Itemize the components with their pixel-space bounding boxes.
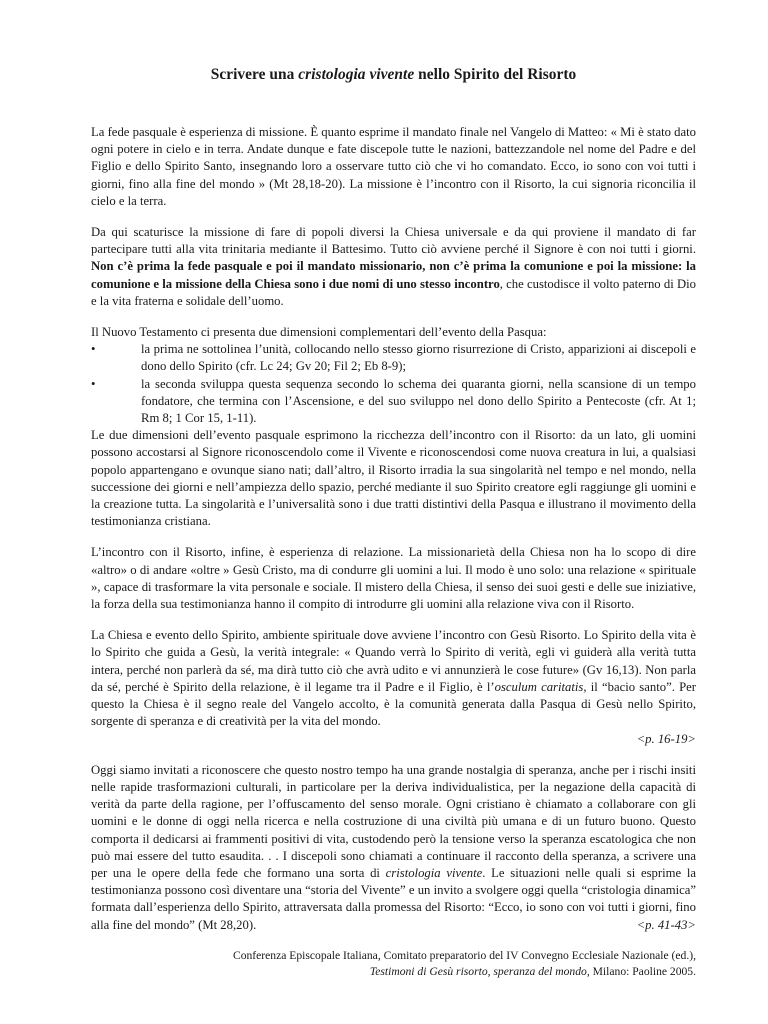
paragraph-6-text-end: . Le situazioni nelle quali si esprime la testimonianza possono così diventare una “storia del Vivente” e un invito a svolgere oggi quella “cristologia dinamica” formata dall’esperienza dello Spirito, attraversata dalla promessa del Risorto: “Ecco, io sono con voi tutti i giorni, fino alla fine del mondo” (Mt 28,20). (91, 865, 696, 932)
page-title (91, 66, 696, 84)
page-reference: <p. 41-43> (636, 917, 696, 932)
paragraph-5-text-end: , il “bacio santo”. Per questo la Chiesa è il segno reale del Vangelo accolto, è la comunità generata dalla Pasqua di Gesù nello Spirito, sorgente di speranza e di creatività per la vita del mondo. (91, 679, 696, 729)
list-item-text: la prima ne sottolinea l’unità, collocando nello stesso giorno risurrezione di Cristo, apparizioni ai discepoli e dono dello Spirito (cfr. Lc 24; Gv 20; Fil 2; Eb 8-9); (141, 342, 696, 374)
bullet-list (91, 341, 696, 427)
source-title: Testimoni di Gesù risorto, speranza del mondo (369, 965, 587, 979)
title-text-post: nello Spirito del Risorto (414, 66, 577, 83)
list-item (91, 376, 696, 428)
paragraph-5 (91, 627, 696, 747)
page-reference: <p. 16-19> (636, 731, 696, 746)
title-text-pre: Scrivere una (210, 66, 299, 83)
source-publisher: , Milano: Paoline 2005. (586, 965, 696, 979)
title-text-italic: cristologia vivente (298, 66, 415, 83)
paragraph-6-text: Oggi siamo invitati a riconoscere che questo nostro tempo ha una grande nostalgia di speranza, anche per i rischi insiti nelle rapide trasformazioni culturali, in particolare per la deriva individualistica, per la negazione della capacità di verità da parte della ragione, per l’offuscamento del senso morale. Ogni cristiano è chiamato a collaborare con gli uomini e le donne di oggi nella ricerca e nella costruzione di una civiltà più umana e di un futuro buono. Questo comporta il dedicarsi ai frammenti positivi di vita, custodendo però la tensione verso la speranza escatologica che non può mai essere del tutto esaudita. . . I discepoli sono chiamati a continuare il racconto della speranza, a scrivere una per una le opere della fede che formano una sorta di (91, 762, 696, 880)
paragraph-1: La fede pasquale è esperienza di missione. È quanto esprime il mandato finale nel Vangelo di Matteo: « Mi è stato dato ogni potere in cielo e in terra. Andate dunque e fate discepole tutte le nazioni, battezzandole nel nome del Padre e del Figlio e dello Spirito Santo, insegnando loro a osservare tutto ciò che vi ho comandato. Ecco, io sono con voi tutti i giorni, fino alla fine del mondo » (Mt 28,18-20). La missione è l’incontro con il Risorto, la cui signoria riconcilia il cielo e la terra. (91, 125, 696, 208)
bullet-dot: • (91, 376, 96, 391)
paragraph-3-after: Le due dimensioni dell’evento pasquale esprimono la ricchezza dell’incontro con il Risorto: da un lato, gli uomini possono accostarsi al Signore riconoscendolo come il Vivente e riconoscendosi come nuova creatura in lui, a qualsiasi popolo appartengano e ovunque siano nati; dall’altro, il Risorto irradia la sua singolarità nel tempo e nel mondo, nella successione dei giorni e nell’ampiezza dello spazio, perché mediante il suo Spirito creatore egli raggiunge gli uomini e la creazione tutta. La singolarità e l’universalità sono i due tratti distintivi della Pasqua e illustrano il movimento della testimonianza cristiana. (91, 428, 696, 529)
source-citation (91, 948, 696, 981)
paragraph-6 (91, 762, 696, 934)
list-item (91, 341, 696, 375)
paragraph-2-bold: Non c’è prima la fede pasquale e poi il mandato missionario, non c’è prima la comunione e poi la missione: la comunione e la missione della Chiesa sono i due nomi di uno stesso incontro (91, 259, 696, 291)
paragraph-4: L’incontro con il Risorto, infine, è esperienza di relazione. La missionarietà della Chiesa non ha lo scopo di dire «altro» o di andare «oltre » Gesù Cristo, ma di condurre gli uomini a lui. Il modo è uno solo: una relazione « spirituale », capace di trasformare la vita personale e sociale. Il mistero della Chiesa, il senso dei suoi gesti e delle sue iniziative, la forza della sua testimonianza hanno il compito di introdurre gli uomini alla relazione viva con il Risorto. (91, 545, 696, 612)
paragraph-2-text-end: , che custodisce il volto paterno di Dio e la vita fraterna e solidale dell’uomo. (91, 276, 696, 308)
paragraph-2-text: Da qui scaturisce la missione di fare di popoli diversi la Chiesa universale e da qui proviene il mandato di far partecipare tutti alla vita trinitaria mediante il Battesimo. Tutto ciò avviene perché il Signore è con noi tutti i giorni. (91, 225, 696, 257)
list-item-text: la seconda sviluppa questa sequenza secondo lo schema dei quaranta giorni, nella scansione di un tempo fondatore, che termina con l’Ascensione, e del suo sviluppo nel dono dello Spirito a Pentecoste (cfr. At 1; Rm 8; 1 Cor 15, 1-11). (141, 376, 696, 426)
source-line-1: Conferenza Episcopale Italiana, Comitato preparatorio del IV Convegno Ecclesiale Nazionale (ed.), (232, 948, 696, 962)
paragraph-6-italic: cristologia vivente (385, 865, 483, 880)
bullet-dot: • (91, 342, 96, 357)
paragraph-3-intro: Il Nuovo Testamento ci presenta due dimensioni complementari dell’evento della Pasqua: (91, 325, 547, 340)
paragraph-5-italic: osculum caritatis (494, 679, 584, 694)
paragraph-5-text: La Chiesa e evento dello Spirito, ambiente spirituale dove avviene l’incontro con Gesù Risorto. Lo Spirito della vita è lo Spirito che guida a Gesù, la verità integrale: « Quando verrà lo Spirito di verità, egli vi guiderà alla verità tutta intera, perché non parlerà da sé, ma dirà tutto ciò che avrà udito e vi annunzierà le cose future» (Gv 16,13). Non parla da sé, perché è Spirito della relazione, è il legame tra il Padre e il Figlio, è l’ (91, 628, 696, 694)
source-line-2 (91, 964, 696, 981)
paragraph-2 (91, 224, 696, 310)
paragraph-3 (91, 324, 696, 530)
